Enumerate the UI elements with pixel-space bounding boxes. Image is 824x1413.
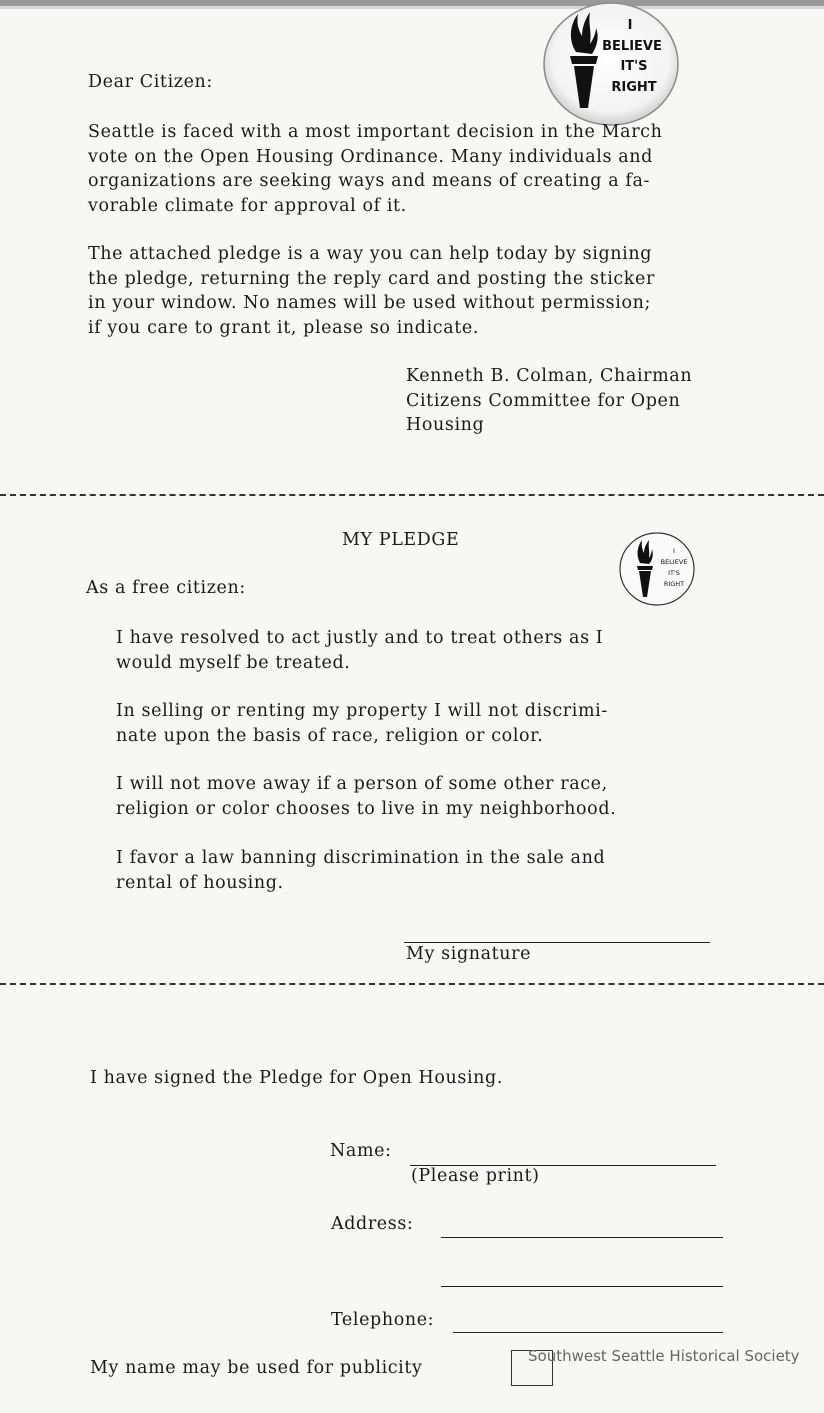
paragraph-1-line: vote on the Open Housing Ordinance. Many individuals and	[88, 146, 653, 167]
page-top-edge-shadow	[0, 6, 824, 9]
address-field-line-1[interactable]	[441, 1237, 723, 1238]
tear-line-2	[0, 983, 824, 985]
pledge-item-line: I favor a law banning discrimination in the sale and	[116, 848, 606, 868]
watermark: Southwest Seattle Historical Society	[528, 1347, 800, 1365]
small-button-face	[620, 533, 694, 605]
letter-signature-block	[406, 364, 692, 438]
pledge-intro: As a free citizen:	[86, 578, 246, 598]
signature-line: Kenneth B. Colman, Chairman	[406, 366, 693, 386]
button-text-line-2: BELIEVE	[602, 39, 662, 54]
pledge-item-line: I will not move away if a person of some other race,	[116, 774, 608, 794]
address-field-line-2[interactable]	[441, 1286, 723, 1287]
pledge-item-line: rental of housing.	[116, 872, 284, 893]
paragraph-2-line: in your window. No names will be used without permission;	[88, 293, 651, 313]
small-button-text-line-1: I	[673, 547, 675, 555]
address-label: Address:	[331, 1214, 414, 1234]
name-hint: (Please print)	[411, 1166, 540, 1186]
pledge-item	[116, 699, 608, 748]
letter-paragraph-1	[88, 120, 662, 218]
paragraph-2-line: if you care to grant it, please so indicate.	[88, 317, 479, 338]
tear-line-1	[0, 494, 824, 496]
reply-statement: I have signed the Pledge for Open Housing.	[90, 1068, 503, 1088]
publicity-label: My name may be used for publicity	[90, 1358, 423, 1378]
button-face	[544, 3, 678, 125]
small-button-text-line-4: RIGHT	[663, 580, 685, 588]
paragraph-1-line: organizations are seeking ways and means of creating a fa-	[88, 171, 651, 191]
paragraph-1-line: Seattle is faced with a most important decision in the March	[88, 122, 663, 142]
button-text-line-3: IT'S	[620, 59, 648, 74]
paragraph-2-line: the pledge, returning the reply card and posting the sticker	[88, 268, 655, 289]
paragraph-2-line: The attached pledge is a way you can help today by signing	[88, 244, 653, 264]
paragraph-1-line: vorable climate for approval of it.	[88, 195, 407, 216]
pledge-item	[116, 846, 605, 895]
pledge-item	[116, 772, 616, 821]
small-button-text-line-2: BELIEVE	[660, 558, 688, 566]
pledge-item-line: religion or color chooses to live in my neighborhood.	[116, 798, 617, 819]
button-text-line-1: I	[627, 18, 633, 33]
signature-field[interactable]	[404, 942, 710, 943]
believe-button-large	[542, 2, 680, 128]
signature-line: Citizens Committee for Open	[406, 390, 681, 411]
letter-paragraph-2	[88, 242, 655, 340]
signature-label: My signature	[406, 944, 532, 964]
button-text-line-4: RIGHT	[611, 80, 657, 95]
pledge-item-line: I have resolved to act justly and to treat others as I	[116, 628, 604, 648]
believe-button-small	[618, 531, 696, 607]
pledge-item-line: would myself be treated.	[116, 652, 351, 673]
pledge-title: MY PLEDGE	[342, 530, 460, 550]
telephone-field[interactable]	[453, 1332, 723, 1333]
name-label: Name:	[330, 1141, 392, 1161]
salutation: Dear Citizen:	[88, 72, 213, 92]
pledge-item	[116, 626, 603, 675]
telephone-label: Telephone:	[331, 1310, 435, 1330]
small-button-text-line-3: IT'S	[668, 569, 680, 577]
pledge-item-line: nate upon the basis of race, religion or color.	[116, 725, 544, 746]
signature-line: Housing	[406, 415, 485, 435]
pledge-item-line: In selling or renting my property I will not discrimi-	[116, 701, 608, 721]
